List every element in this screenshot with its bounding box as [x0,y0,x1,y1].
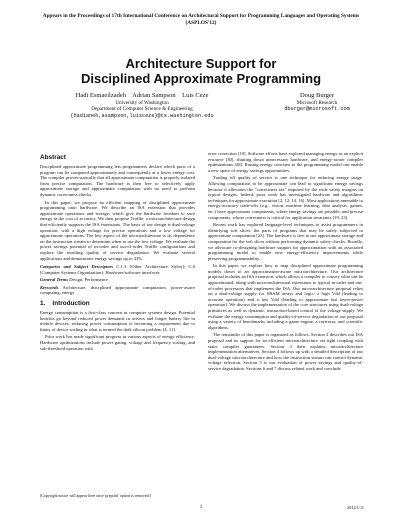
categories-label: Categories and Subject Descriptors [40,264,114,270]
date-stamp: 2012/1/11 [347,505,364,510]
abstract-heading: Abstract [40,154,66,161]
intro-paragraph-2: Prior work has made significant progress in various aspects of energy efficiency. Hardware optimizations include power gating, voltage and frequency scaling, and sub-threshold operation with [40,334,195,351]
affiliation-department: Department of Computer Science & Engineering [91,106,193,113]
categories-text: C.1.3 [Other Architecture Styles]; C.0 [Computer Systems Organization]: Hardware/software interfaces [40,264,195,275]
right-paragraph-3: Recent work has explored language-level techniques to assist programmers in identifying soft slices, the parts of programs that may be safely subjected to approximate computation [23]. The hardware is free to use approximate storage and computation for the soft slices without performing dynamic safety checks. Broadly, we advocate co-designing hardware support for approximation with an associated programming model to enable new energy-efficiency improvements while preserving programmability. [208,222,363,261]
left-column [40,153,195,353]
abstract-paragraph-1: Disciplined approximate programming lets programmers declare which parts of a program can be computed approximately and consequently at a lower energy cost. The compiler proves statically that all approximate computation is properly isolated from precise computation. The hardware is then free to selectively apply approximate storage and approximate computation with no need to perform dynamic correctness checks. [40,164,195,197]
affiliation-msr [272,91,362,113]
abstract-paragraph-2: In this paper, we propose an efficient mapping of disciplined approximate programming onto hardware. We describe an ISA extension that provides approximate operations and storage, which give the hardware freedom to save energy at the cost of accuracy. We then propose Truffle, a microarchitecture design that efficiently supports the ISA extensions. The basis of our design is dual-voltage operation, with a high voltage for precise operations and a low voltage for approximate operations. The key aspect of the microarchitecture is its dependence on the instruction stream to determine when to use the low voltage. We evaluate the power savings potential of in-order and out-of-order Truffle configurations and explore the resulting quality of service degradation. We evaluate several applications and demonstrate energy savings up to 43%. [40,199,195,261]
keywords-label: Keywords [40,284,59,290]
right-column [208,151,363,374]
paper-title [40,56,362,86]
right-paragraph-5: The remainder of this paper is organized as follows. Section 2 describes our ISA proposal and its support for an efficient microarchitecture via tight coupling with static compiler guarantees. Section 3 then explains microarchitecture implementation alternatives. Section 4 follows up with a detailed description of our dual-voltage microarchitecture and how the instruction stream can control dynamic voltage selection. Section 5 is our evaluation of power savings and quality-of-service degradation. Sections 6 and 7 discuss related work and conclude. [208,332,363,371]
title-line-2: Disciplined Approximate Programming [80,71,322,86]
affiliation-emails: {hadianeh,asampson,luisceze}@cs.washington.edu [70,112,214,119]
author-block [40,91,362,131]
general-terms-text: Design, Performance [69,277,108,283]
copyright-notice: [Copyright notice will appear here once 'preprint' option is removed.] [40,493,151,498]
affiliation-university: University of Washington [115,100,169,106]
right-paragraph-2: Trading off quality of service is one technique for reducing energy usage. Allowing computation to be approximate can lead to significant energy savings because it alleviates the "correctness tax" imposed by the wide safety margins on typical designs. Indeed, prior work has investigated hardware and algorithmic techniques for approximate execution [2, 12, 14, 16]. Most applications amenable to energy-accuracy trade-offs (e.g., vision, machine learning, data analysis, games, etc.) have approximate components, where energy savings are possible, and precise components, whose correctness is critical for application invariants [19, 23]. [208,175,363,220]
affiliation-uw [42,91,242,119]
affiliation-microsoft: Microsoft Research [296,100,338,106]
right-paragraph-4: In this paper, we explore how to map disciplined approximate programming models down to an approximation-aware microarchitecture. Our architecture proposal includes an ISA extension, which allows a compiler to convey what can be approximated, along with microarchitectural extensions to typical in-order and out-of-order processors that implement the ISA. Our microarchitecture proposal relies on a dual-voltage supply for SRAM arrays and logic: a high Vdd (leading to accurate operation) and a low Vdd (leading to approximate but lower-power operation). We discuss the implementation of the core structures using dual-voltage primitives as well as dynamic, instruction-based control of the voltage supply. We evaluate the energy consumption and quality-of-service degradation of our proposal using a variety of benchmarks including a game engine, a raytracer, and scientific algorithms. [208,263,363,330]
page-number: 1 [199,505,203,510]
proceedings-header: Appears in the Proceedings of 17th International Conference on Architectural Support for Programming Languages and Operating Systems (ASPLOS'12) [42,13,360,26]
title-line-1: Architecture Support for [125,56,277,71]
categories-block [40,264,195,275]
right-paragraph-1: error correction [10]. Software efforts have explored managing energy as an explicit resource [30], shutting down unnecessary hardware, and energy-aware compiler optimizations [28]. Raising energy concerns to the programming model can enable a new space of energy savings opportunities. [208,151,363,173]
affiliation-email-msr: dburger@microsoft.com [284,106,350,113]
keywords-text: Architecture, disciplined approximate computation, power-aware computing, energy [40,284,195,296]
intro-paragraph-1: Energy consumption is a first-class concern in computer systems design. Potential benefits go beyond reduced power demands in servers and longer battery life in mobile devices; reducing power consumption is becoming a requirement due to limits of device scaling in what is termed the dark silicon problem [4, 11]. [40,310,195,332]
general-terms-block [40,277,195,283]
general-terms-label: General Terms [40,277,69,283]
introduction-heading: 1. Introduction [40,300,90,308]
keywords-block [40,285,195,296]
author-name-burger: Doug Burger [299,92,334,99]
author-names-uw: Hadi Esmaeilzadeh Adrian Sampson Luis Ceze [75,92,209,99]
